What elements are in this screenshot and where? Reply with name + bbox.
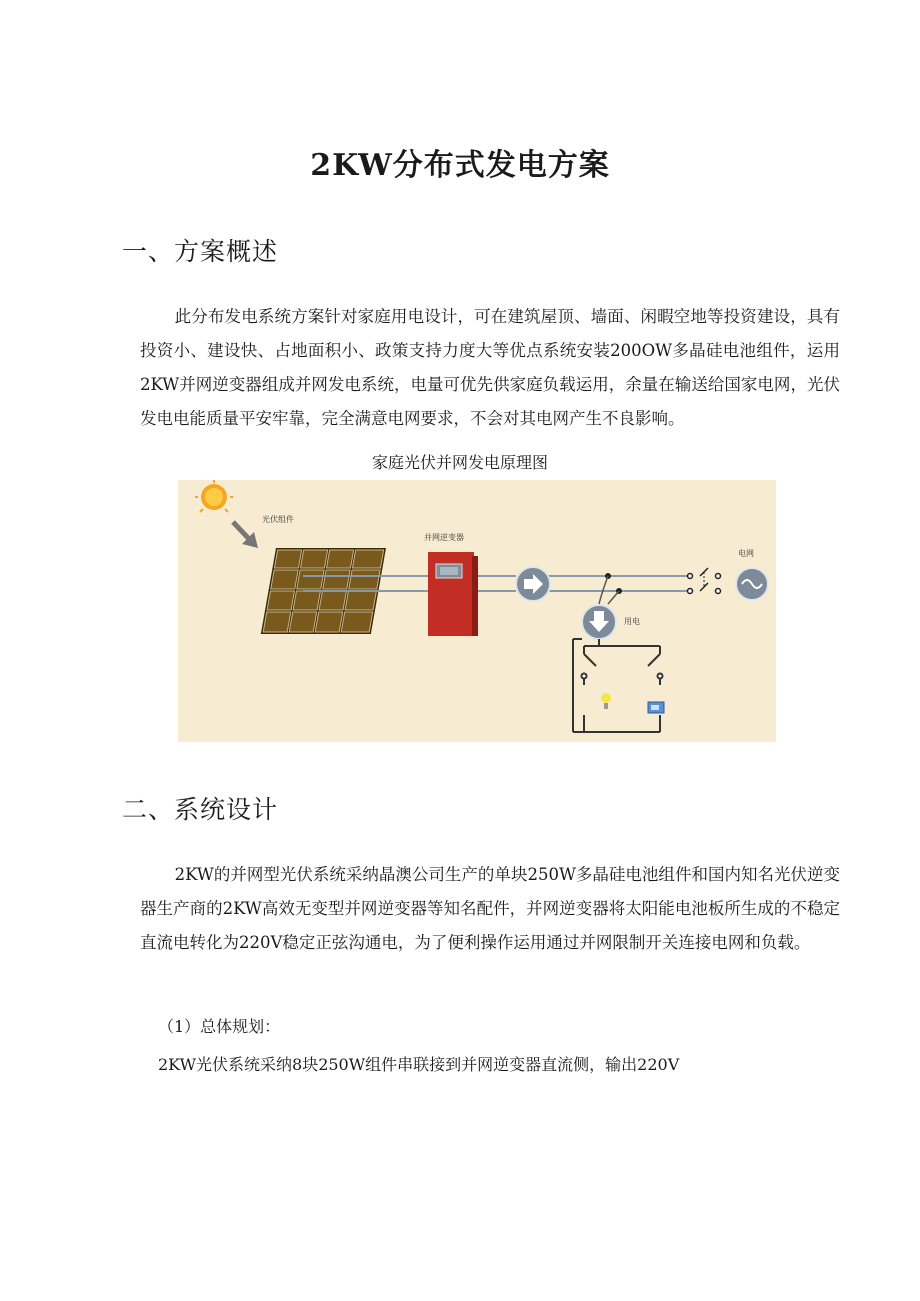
item-1-label: （1）总体规划： [158,1017,281,1036]
grid-switch-icon [688,568,721,594]
pv-grid-diagram [178,480,776,742]
appliance-icon [648,702,664,713]
sun-icon [195,480,233,512]
grid-label: 电网 [738,549,754,558]
forward-arrow-node-icon [516,567,550,601]
figure-caption: 家庭光伏并网发电原理图 [371,453,548,472]
pv-module-label: 光伏组件 [262,515,294,524]
load-arrow-node-icon [582,576,619,639]
item-1-text: 2KW光伏系统采纳8块250W组件串联接到并网逆变器直流侧，输出220V [158,1055,680,1074]
ac-wires [478,576,688,591]
load-circuit [584,639,660,732]
section-2-heading: 二、系统设计 [122,795,279,824]
section-1-paragraph: 此分布发电系统方案针对家庭用电设计，可在建筑屋顶、墙面、闲暇空地等投资建设，具有投资小、建设快、占地面积小、政策支持力度大等优点系统安装200OW多晶硅电池组件，运用2KW并网逆变器组成并网发电系统，电量可优先供家庭负载运用，余量在输送给国家电网，光伏发电电能质量平安牢靠，完全满意电网要求，不会对其电网产生不良影响。 [140,307,840,428]
load-label: 用电 [624,617,640,626]
section-2-paragraph: 2KW的并网型光伏系统采纳晶澳公司生产的单块250W多晶硅电池组件和国内知名光伏逆变器生产商的2KW高效无变型并网逆变器等知名配件，并网逆变器将太阳能电池板所生成的不稳定直流电转化为220V稳定正弦沟通电，为了便利操作运用通过并网限制开关连接电网和负载。 [140,865,840,952]
section-1-heading: 一、方案概述 [122,237,279,266]
lamp-icon [601,693,611,709]
document-title: 2KW分布式发电方案 [310,148,610,183]
grid-sine-icon [736,568,768,600]
inverter-icon [428,552,478,636]
sunlight-arrow-icon [233,522,258,548]
inverter-label: 并网逆变器 [424,533,464,542]
